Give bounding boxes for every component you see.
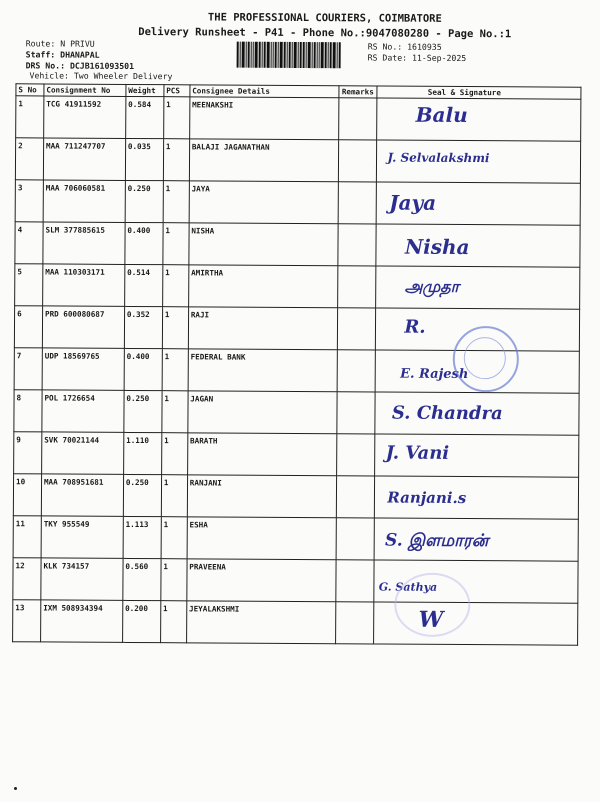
cell-remarks	[336, 602, 374, 644]
signature: W	[418, 606, 444, 633]
cell-consignment: UDP 18569765	[42, 348, 124, 390]
signature: Balu	[415, 102, 468, 128]
cell-consignee: JAYA	[189, 181, 339, 224]
cell-consignee: MEENAKSHI	[189, 97, 339, 140]
signature: Jaya	[389, 190, 437, 215]
cell-pcs: 1	[161, 475, 187, 517]
cell-consignment: POL 1726654	[42, 390, 124, 432]
cell-consignee: NISHA	[189, 223, 339, 266]
rs-date: RS Date: 11-Sep-2025	[367, 52, 467, 64]
signature: J. Selvalakshmi	[387, 150, 490, 166]
cell-remarks	[339, 140, 377, 182]
table-row	[14, 432, 579, 477]
runsheet-subtitle: Delivery Runsheet - P41 - Phone No.:9047080280 - Page No.:1	[138, 26, 512, 41]
table-row	[15, 138, 580, 183]
cell-consignee: BALAJI JAGANATHAN	[189, 139, 339, 182]
cell-weight: 0.035	[125, 138, 163, 180]
cell-remarks	[338, 308, 376, 350]
table-row	[13, 516, 578, 561]
cell-pcs: 1	[162, 349, 188, 391]
cell-remarks	[338, 266, 376, 308]
cell-consignment: PRD 600080687	[42, 306, 124, 348]
cell-remarks	[337, 476, 375, 518]
signature: E. Rajesh	[400, 366, 469, 383]
cell-pcs: 1	[161, 559, 187, 601]
cell-weight: 1.113	[123, 516, 161, 558]
barcode	[237, 42, 361, 69]
cell-sno: 10	[13, 474, 41, 516]
signature: S. இளமாரன்	[385, 530, 489, 552]
cell-weight: 0.250	[124, 390, 162, 432]
cell-weight: 0.200	[122, 600, 160, 642]
cell-consignment: MAA 711247707	[43, 138, 125, 180]
cell-remarks	[337, 434, 375, 476]
cell-signature	[375, 476, 579, 519]
company-seal	[453, 326, 519, 392]
cell-sno: 3	[15, 180, 43, 222]
cell-consignment: KLK 734157	[41, 558, 123, 600]
cell-consignment: TCG 41911592	[44, 96, 126, 138]
signature: Ranjani.s	[387, 488, 467, 508]
col-consignment: Consignment No	[44, 84, 126, 97]
cell-sno: 7	[14, 348, 42, 390]
table-row	[13, 600, 578, 645]
cell-sno: 5	[15, 264, 43, 306]
col-sno: S No	[16, 84, 44, 96]
cell-pcs: 1	[161, 433, 187, 475]
cell-signature	[375, 392, 579, 435]
cell-weight: 0.584	[125, 96, 163, 138]
cell-pcs: 1	[162, 307, 188, 349]
cell-consignment: SLM 377885615	[43, 222, 125, 264]
table-row	[13, 474, 578, 519]
signature: Nisha	[404, 234, 470, 260]
cell-consignee: PRAVEENA	[187, 559, 337, 602]
cell-remarks	[339, 98, 377, 140]
cell-weight: 0.250	[125, 180, 163, 222]
cell-consignee: FEDERAL BANK	[188, 349, 338, 392]
signature: G. Sathya	[378, 580, 438, 594]
cell-consignee: AMIRTHA	[188, 265, 338, 308]
faded-seal	[394, 573, 470, 637]
table-row	[15, 222, 580, 267]
cell-weight: 0.514	[124, 264, 162, 306]
vehicle-label: Vehicle: Two Wheeler Delivery	[29, 70, 173, 82]
cell-consignee: BARATH	[187, 433, 337, 476]
cell-consignment: TKY 955549	[41, 516, 123, 558]
col-weight: Weight	[126, 84, 164, 96]
cell-pcs: 1	[163, 181, 189, 223]
cell-sno: 6	[14, 306, 42, 348]
rs-number: RS No.: 1610935	[367, 41, 442, 52]
drs-number: DRS No.: DCJB161093501	[25, 60, 135, 71]
cell-consignment: MAA 708951681	[41, 474, 123, 516]
cell-remarks	[338, 224, 376, 266]
cell-remarks	[339, 182, 377, 224]
cell-sno: 2	[15, 138, 43, 180]
cell-pcs: 1	[163, 139, 189, 181]
cell-sno: 4	[15, 222, 43, 264]
col-pcs: PCS	[164, 85, 190, 97]
cell-signature	[377, 182, 581, 225]
col-remarks: Remarks	[339, 86, 377, 98]
signature: S. Chandra	[391, 402, 503, 425]
cell-consignee: RANJANI	[187, 475, 337, 518]
cell-remarks	[336, 518, 374, 560]
cell-consignee: JAGAN	[188, 391, 338, 434]
cell-sno: 13	[13, 600, 41, 642]
cell-weight: 0.560	[123, 558, 161, 600]
cell-consignee: ESHA	[187, 517, 337, 560]
cell-sno: 11	[13, 516, 41, 558]
cell-consignment: IXM 508934394	[41, 600, 123, 642]
cell-sno: 9	[14, 432, 42, 474]
cell-consignee: JEYALAKSHMI	[186, 601, 336, 644]
route-label: Route: N PRIVU	[25, 38, 95, 49]
table-row	[16, 96, 581, 141]
staff-label: Staff: DHANAPAL	[25, 49, 100, 60]
cell-signature	[374, 518, 578, 561]
col-signature: Seal & Signature	[377, 86, 581, 99]
cell-weight: 0.400	[124, 348, 162, 390]
cell-pcs: 1	[163, 223, 189, 265]
scan-speck	[14, 787, 17, 790]
cell-pcs: 1	[163, 97, 189, 139]
cell-pcs: 1	[161, 517, 187, 559]
cell-weight: 0.250	[123, 474, 161, 516]
cell-signature	[376, 266, 580, 309]
cell-pcs: 1	[162, 265, 188, 307]
signature: அமுதா	[404, 276, 460, 296]
cell-pcs: 1	[160, 601, 186, 643]
cell-weight: 0.400	[125, 222, 163, 264]
cell-consignment: MAA 110303171	[43, 264, 125, 306]
signature: J. Vani	[385, 442, 450, 464]
cell-weight: 0.352	[124, 306, 162, 348]
signature: R.	[404, 316, 426, 338]
cell-signature	[377, 140, 581, 183]
cell-sno: 12	[13, 558, 41, 600]
company-title: THE PROFESSIONAL COURIERS, COIMBATORE	[207, 11, 442, 25]
table-row	[15, 264, 580, 309]
table-row	[13, 558, 578, 603]
cell-remarks	[337, 350, 375, 392]
col-consignee: Consignee Details	[190, 85, 340, 98]
cell-consignee: RAJI	[188, 307, 338, 350]
cell-signature	[376, 224, 580, 267]
cell-consignment: SVK 70021144	[42, 432, 124, 474]
cell-sno: 8	[14, 390, 42, 432]
table-row	[15, 180, 580, 225]
cell-signature	[377, 98, 581, 141]
cell-signature	[375, 434, 579, 477]
table-row	[14, 390, 579, 435]
cell-sno: 1	[16, 96, 44, 138]
cell-consignment: MAA 706060581	[43, 180, 125, 222]
cell-remarks	[337, 392, 375, 434]
cell-remarks	[336, 560, 374, 602]
cell-weight: 1.110	[123, 432, 161, 474]
cell-pcs: 1	[162, 391, 188, 433]
